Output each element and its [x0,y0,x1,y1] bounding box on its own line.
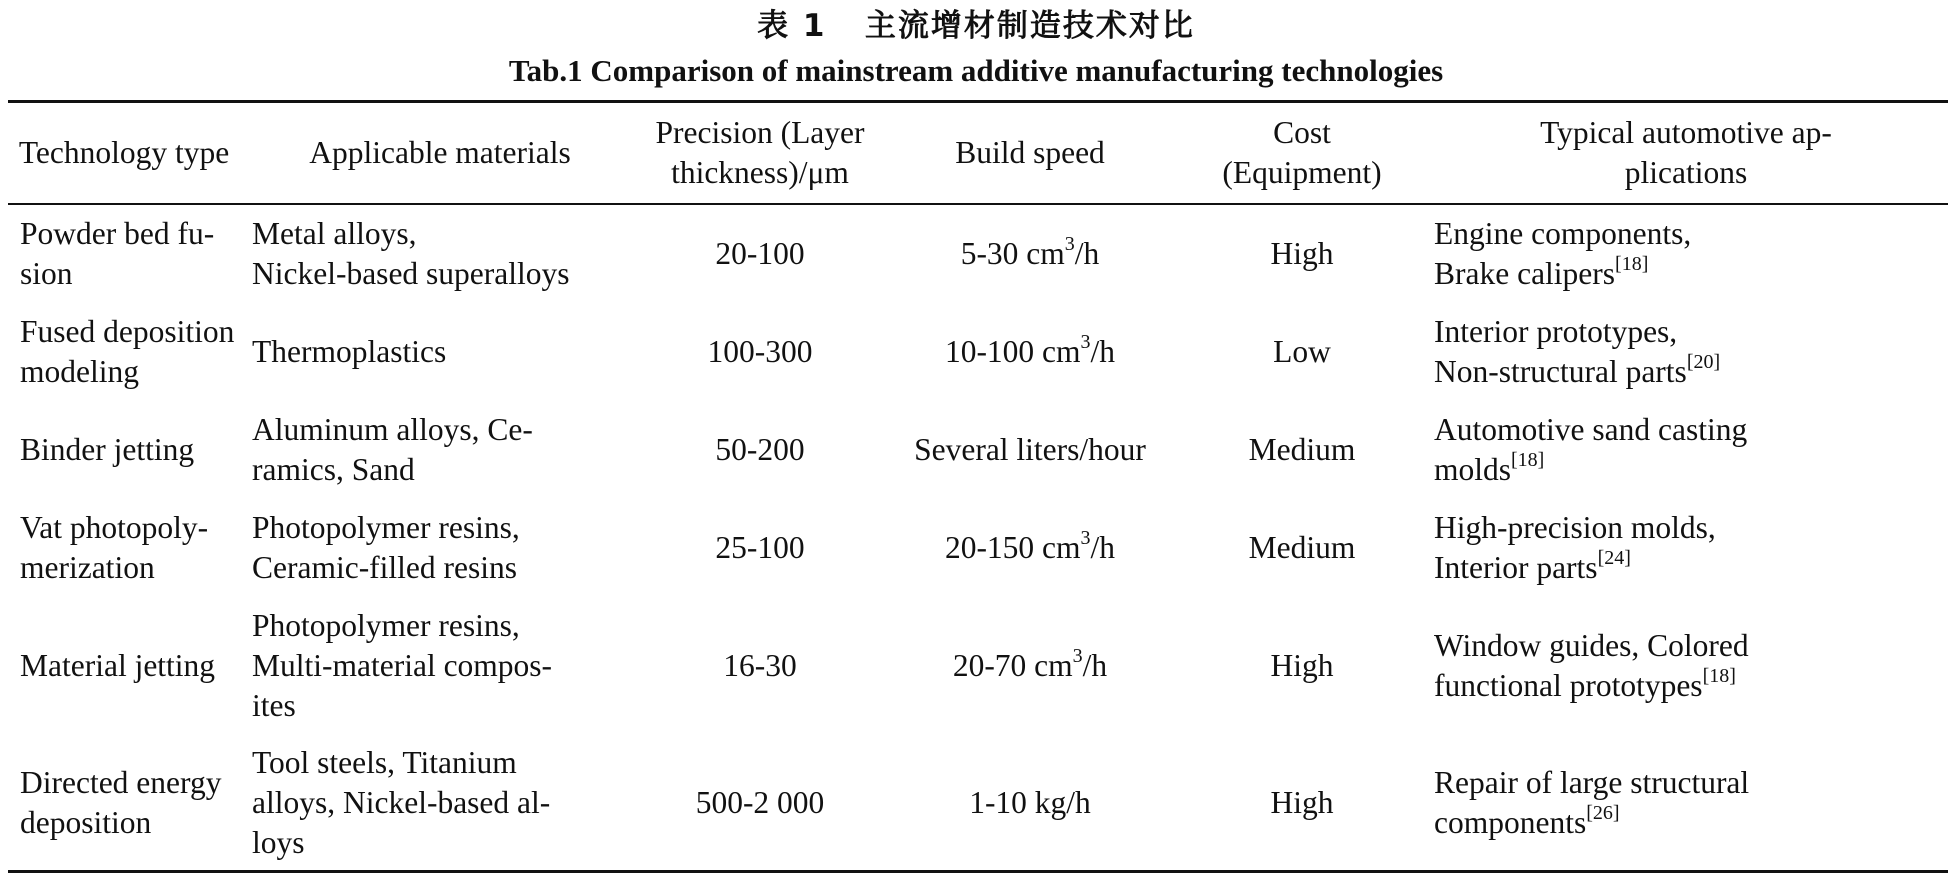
cell-build-speed: 5-30 $cm^3/h$ [960,233,1100,271]
comparison-table [8,100,1948,873]
header-precision: Precision (Layer thickness)/μm [655,114,865,190]
cell-build-speed: 20-150 $cm^3/h$ [944,526,1116,565]
cell-build-speed: 1-10 kg/h [969,784,1091,820]
reference-citation: [18] [1511,448,1545,471]
cell-cost: High [1270,647,1334,683]
cell-applicable-materials: Tool steels, Titanium alloys, Nickel-based al- loys [252,744,551,860]
table-row [8,204,1948,304]
cell-precision: 16-30 [723,647,797,683]
cell-applicable-materials: Metal alloys, Nickel-based superalloys [252,216,570,291]
cell-precision: 20-100 [715,236,805,271]
cell-applicable-materials: Thermoplastics [252,333,447,369]
table-header [8,102,1948,204]
table-row [8,500,1948,596]
header-technology-type: Technology type [18,134,230,170]
cell-applicable-materials: Photopolymer resins, Multi-material compos- ites [252,607,553,723]
header-typical-applications: Typical automotive ap- plications [1540,114,1832,190]
cell-applicable-materials: Photopolymer resins, Ceramic-filled resins [252,509,520,585]
cell-build-speed: Several liters/hour [914,431,1146,467]
cell-cost: High [1270,236,1334,271]
cell-cost: Medium [1248,529,1356,565]
cell-typical-applications: Repair of large structural components[26] [1434,764,1750,840]
cell-technology-type: Vat photopoly- merization [20,509,209,585]
cell-technology-type: Binder jetting [20,431,195,467]
cell-cost: Low [1273,333,1331,369]
table-body [8,204,1948,872]
table-row [8,304,1948,400]
table-caption-chinese: 表 1 主流增材制造技术对比 [757,8,1195,44]
reference-citation: [24] [1597,546,1631,569]
cell-build-speed: 20-70 $cm^3/h$ [952,644,1108,683]
header-cost: Cost (Equipment) [1222,114,1382,190]
header-row [8,102,1948,204]
cell-typical-applications: Automotive sand casting molds[18] [1434,411,1748,487]
cell-typical-applications: Window guides, Colored functional prototypes[18] [1434,627,1749,703]
reference-citation: [26] [1586,801,1620,824]
reference-citation: [18] [1615,253,1649,275]
table-caption-english: Tab.1 Comparison of mainstream additive manufacturing technologies [508,53,1444,88]
cell-cost: Medium [1248,431,1356,467]
table-row [8,400,1948,500]
cell-build-speed: 10-100 $cm^3/h$ [944,330,1116,369]
cell-technology-type: Directed energy deposition [20,764,222,840]
table-row [8,736,1948,872]
reference-citation: [20] [1686,350,1721,373]
table-row [8,596,1948,736]
cell-technology-type: Material jetting [20,647,216,683]
cell-technology-type: Fused deposition modeling [20,313,235,389]
cell-precision: 500-2 000 [695,784,825,820]
cell-typical-applications: Interior prototypes, Non-structural parts[20] [1434,313,1721,389]
cell-precision: 25-100 [715,529,805,565]
header-build-speed: Build speed [955,134,1105,170]
cell-typical-applications: High-precision molds, Interior parts[24] [1434,509,1716,585]
header-applicable-materials: Applicable materials [309,134,571,170]
cell-cost: High [1270,784,1334,820]
cell-typical-applications: Engine components, Brake calipers[18] [1434,216,1692,291]
cell-precision: 100-300 [707,333,813,369]
cell-precision: 50-200 [715,431,805,467]
cell-technology-type: Powder bed fu- sion [20,216,215,291]
cell-applicable-materials: Aluminum alloys, Ce- ramics, Sand [252,411,533,487]
reference-citation: [18] [1702,664,1736,687]
